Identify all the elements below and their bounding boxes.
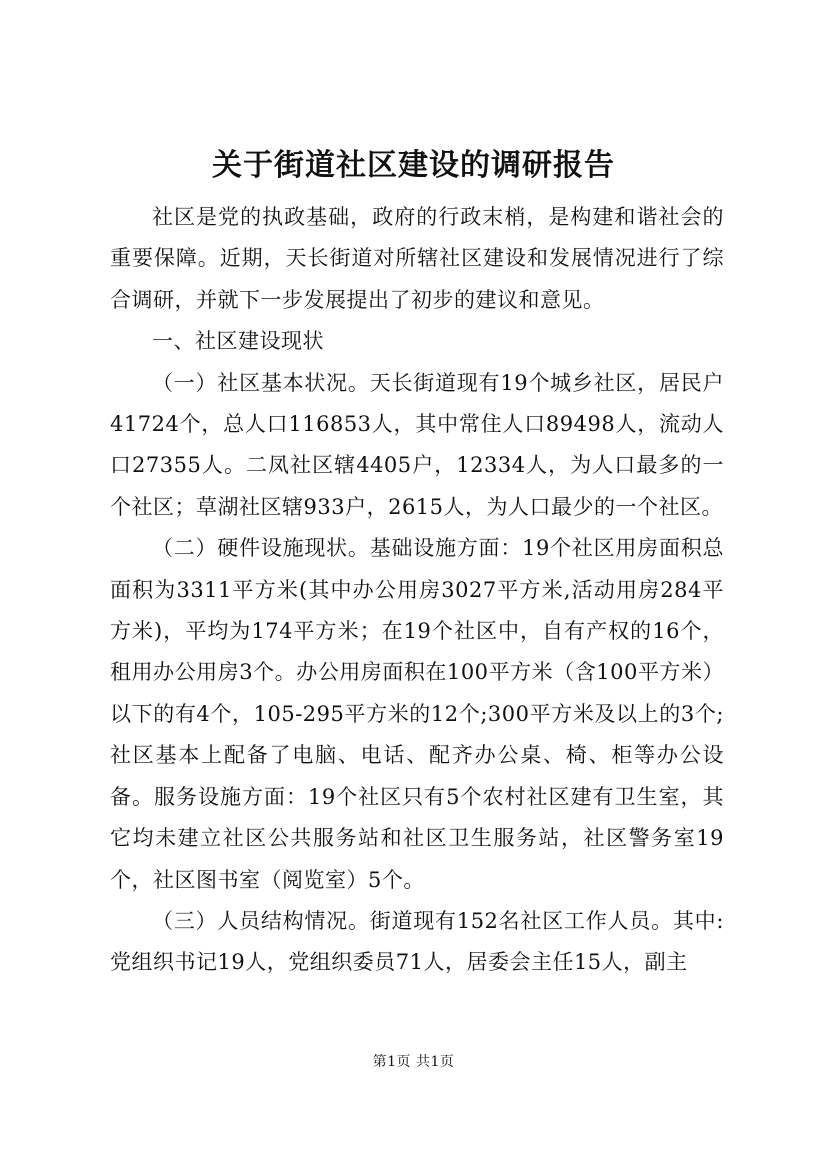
paragraph-staff-structure: （三）人员结构情况。街道现有152名社区工作人员。其中:党组织书记19人，党组织委员71人，居委会主任15人，副主 xyxy=(110,908,724,975)
document-title: 关于街道社区建设的调研报告 xyxy=(212,148,615,183)
page-footer: 第1页 共1页 xyxy=(372,1054,455,1070)
paragraph-intro: 社区是党的执政基础，政府的行政末梢，是构建和谐社会的重要保障。近期，天长街道对所辖社区建设和发展情况进行了综合调研，并就下一步发展提出了初步的建议和意见。 xyxy=(110,205,724,312)
document-body xyxy=(110,197,724,984)
paragraph-facilities: （二）硬件设施现状。基础设施方面：19个社区用房面积总面积为3311平方米(其中办公用房3027平方米,活动用房284平方米)，平均为174平方米；在19个社区中，自有产权的16个，租用办公用房3个。办公用房面积在100平方米（含100平方米）以下的有4个，105-295平方米的12个;300平方米及以上的3个;社区基本上配备了电脑、电话、配齐办公桌、椅、柜等办公设备。服务设施方面：19个社区只有5个农村社区建有卫生室，其它均未建立社区公共服务站和社区卫生服务站，社区警务室19个，社区图书室（阅览室）5个。 xyxy=(110,536,724,892)
paragraph-basic-status: （一）社区基本状况。天长街道现有19个城乡社区，居民户41724个，总人口116853人，其中常住人口89498人，流动人口27355人。二凤社区辖4405户，12334人，为人口最多的一个社区；草湖社区辖933户，2615人，为人口最少的一个社区。 xyxy=(110,370,724,519)
section-heading-status: 一、社区建设现状 xyxy=(152,329,324,354)
